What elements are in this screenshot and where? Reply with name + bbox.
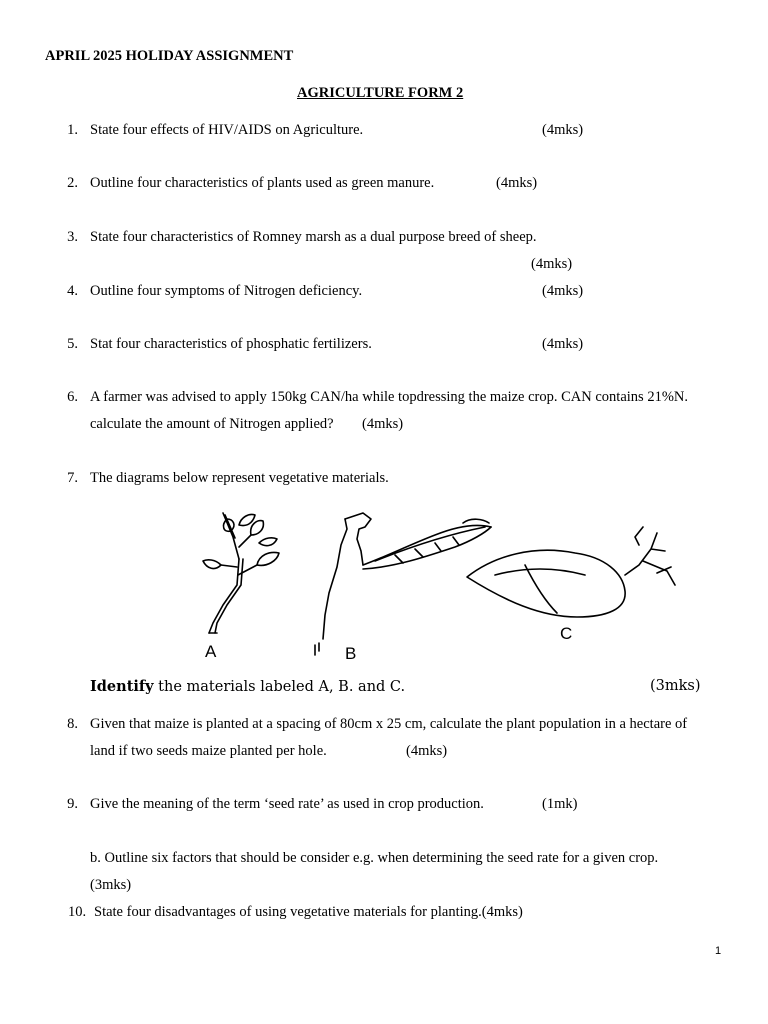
question-9b-marks: (3mks) [90,877,132,893]
question-number: 5. [67,336,78,352]
diagram-label-c: C [560,624,573,643]
question-text [94,904,523,921]
page-number: 1 [715,945,722,957]
question-text-line1: A farmer was advised to apply 150kg CAN/ha while topdressing the maize crop. CAN contains 21%N. [90,389,688,405]
question-number: 3. [67,229,78,245]
question-number: 7. [67,470,78,486]
diagram-label-a: A [205,642,217,661]
vegetative-materials-diagram [195,505,680,665]
question-marks: (1mk) [542,796,578,812]
question-text-line2: land if two seeds maize planted per hole. [90,743,327,759]
question-marks: (3mks) [650,678,701,694]
question-marks: (4mks) [531,256,573,272]
diagram-label-b: B [345,644,357,663]
question-number: 1. [67,122,78,138]
question-10-text: State four disadvantages of using vegetative materials for planting. [94,904,482,920]
question-text: The diagrams below represent vegetative materials. [90,470,389,486]
question-10-marks: (4mks) [481,904,523,920]
stem-cutting-a [203,513,279,633]
question-text: State four characteristics of Romney marsh as a dual purpose breed of sheep. [90,229,537,245]
identify-rest: the materials labeled A, B. and C. [153,679,406,695]
question-marks: (4mks) [542,122,584,138]
question-marks: (4mks) [542,283,584,299]
question-text-line2: calculate the amount of Nitrogen applied? [90,416,334,432]
tuber-c [467,527,675,617]
question-9b-line1: b. Outline six factors that should be consider e.g. when determining the seed rate for a given crop. [90,850,659,866]
question-marks: (4mks) [406,743,448,759]
question-marks: (4mks) [362,416,404,432]
identify-bold: Identify [90,678,154,695]
question-text: Stat four characteristics of phosphatic fertilizers. [90,336,372,352]
question-text: Give the meaning of the term ‘seed rate’ as used in crop production. [90,796,484,812]
question-number: 6. [67,389,78,405]
question-text-line1: Given that maize is planted at a spacing of 80cm x 25 cm, calculate the plant population in a hectare of [90,716,688,732]
question-marks: (4mks) [496,175,538,191]
question-text: Outline four characteristics of plants used as green manure. [90,175,435,191]
question-number: 4. [67,283,78,299]
question-number: 8. [67,716,78,732]
question-number: 9. [67,796,78,812]
question-number: 10. [68,904,87,920]
question-text: Outline four symptoms of Nitrogen deficiency. [90,283,363,299]
page-title: AGRICULTURE FORM 2 [297,85,464,101]
question-marks: (4mks) [542,336,584,352]
vine-cutting-b [315,513,491,655]
question-text: State four effects of HIV/AIDS on Agriculture. [90,122,364,138]
identify-instruction [90,678,405,695]
assignment-header: APRIL 2025 HOLIDAY ASSIGNMENT [45,48,294,64]
question-number: 2. [67,175,78,191]
